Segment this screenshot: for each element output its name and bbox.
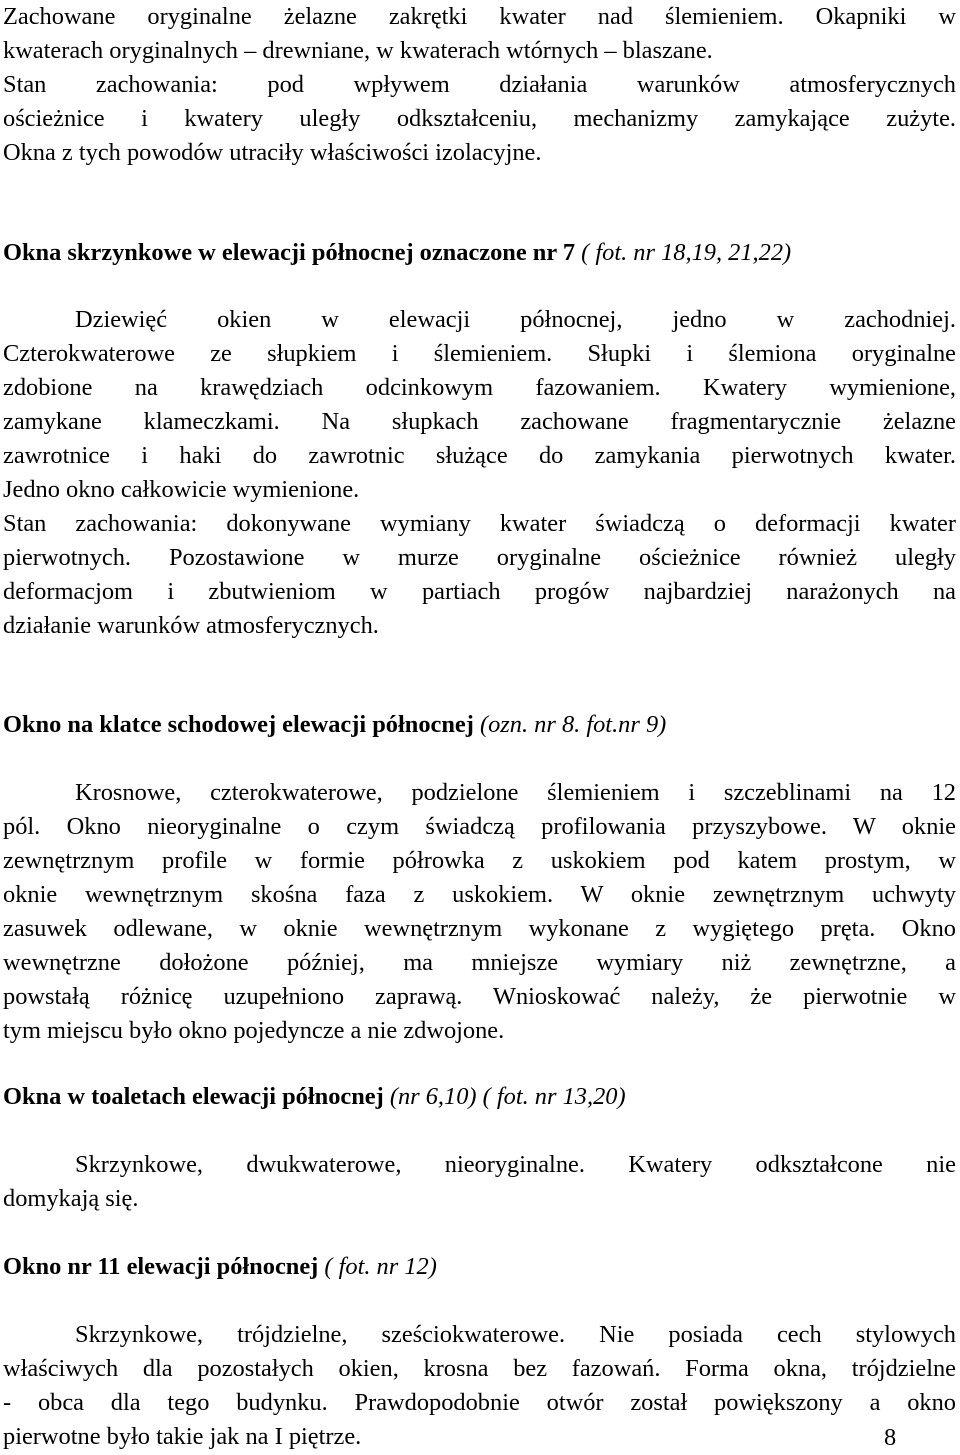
text-line: Stan zachowania: pod wpływem działania warunków atmosferycznych	[3, 71, 956, 98]
text-line: wewnętrzne dołożone później, ma mniejsze wymiary niż zewnętrzne, a	[3, 949, 956, 976]
text-line: zamykane klameczkami. Na słupkach zachowane fragmentarycznie żelazne	[3, 408, 956, 435]
page-number: 8	[884, 1424, 897, 1451]
text-line: oknie wewnętrznym skośna faza z uskokiem. W oknie zewnętrznym uchwyty	[3, 881, 956, 908]
text-line: Zachowane oryginalne żelazne zakrętki kwater nad ślemieniem. Okapniki w	[3, 3, 956, 30]
text-line: właściwych dla pozostałych okien, krosna bez fazowań. Forma okna, trójdzielne	[3, 1355, 956, 1382]
text-line: zewnętrznym profile w formie półrowka z uskokiem pod katem prostym, w	[3, 847, 956, 874]
heading-photo-ref: (ozn. nr 8. fot.nr 9)	[473, 711, 667, 738]
text-line: zasuwek odlewane, w oknie wewnętrznym wykonane z wygiętego pręta. Okno	[3, 915, 956, 942]
paragraph-toilet-windows	[3, 1148, 956, 1216]
text-line: deformacjom i zbutwieniom w partiach progów najbardziej narażonych na	[3, 578, 956, 605]
text-line: - obca dla tego budynku. Prawdopodobnie otwór został powiększony a okno	[3, 1389, 956, 1416]
text-line: powstałą różnicę uzupełniono zaprawą. Wnioskować należy, że pierwotnie w	[3, 983, 956, 1010]
text-line: tym miejscu było okno pojedyncze a nie zdwojone.	[3, 1017, 505, 1044]
text-line: Dziewięć okien w elewacji północnej, jedno w zachodniej.	[75, 306, 956, 333]
text-line: pierwotne było takie jak na I piętrze.	[3, 1423, 362, 1450]
heading-bold: Okno na klatce schodowej elewacji północnej	[3, 711, 474, 738]
text-line: kwaterach oryginalnych – drewniane, w kwaterach wtórnych – blaszane.	[3, 37, 713, 64]
text-line: ościeżnice i kwatery uległy odkształceniu, mechanizmy zamykające zużyte.	[3, 105, 956, 132]
text-line: Skrzynkowe, trójdzielne, sześciokwaterowe. Nie posiada cech stylowych	[75, 1321, 956, 1348]
heading-photo-ref: ( fot. nr 18,19, 21,22)	[575, 239, 792, 266]
text-line: Czterokwaterowe ze słupkiem i ślemieniem. Słupki i ślemiona oryginalne	[3, 340, 956, 367]
paragraph-window-11	[3, 1318, 956, 1454]
section-heading-staircase-window	[3, 708, 956, 742]
heading-bold: Okna skrzynkowe w elewacji północnej oznaczone nr 7	[3, 239, 576, 266]
text-line: Skrzynkowe, dwukwaterowe, nieoryginalne. Kwatery odkształcone nie	[75, 1151, 956, 1178]
text-line: pierwotnych. Pozostawione w murze oryginalne ościeżnice również uległy	[3, 544, 956, 571]
paragraph-box-windows	[3, 303, 956, 643]
text-line: Krosnowe, czterokwaterowe, podzielone ślemieniem i szczeblinami na 12	[75, 779, 956, 806]
heading-bold: Okno nr 11 elewacji północnej	[3, 1253, 319, 1280]
section-heading-window-11	[3, 1250, 956, 1284]
section-heading-toilet-windows	[3, 1080, 956, 1114]
text-line: Okna z tych powodów utraciły właściwości izolacyjne.	[3, 139, 542, 166]
text-line: Jedno okno całkowicie wymienione.	[3, 476, 360, 503]
text-line: Stan zachowania: dokonywane wymiany kwater świadczą o deformacji kwater	[3, 510, 956, 537]
heading-bold: Okna w toaletach elewacji północnej	[3, 1083, 384, 1110]
text-line: zawrotnice i haki do zawrotnic służące do zamykania pierwotnych kwater.	[3, 442, 956, 469]
heading-photo-ref: (nr 6,10) ( fot. nr 13,20)	[383, 1083, 626, 1110]
paragraph-staircase-window	[3, 776, 956, 1048]
text-line: zdobione na krawędziach odcinkowym fazowaniem. Kwatery wymienione,	[3, 374, 956, 401]
section-heading-box-windows	[3, 236, 956, 270]
heading-photo-ref: ( fot. nr 12)	[318, 1253, 437, 1280]
text-line: działanie warunków atmosferycznych.	[3, 612, 379, 639]
text-line: domykają się.	[3, 1185, 139, 1212]
paragraph-window-fittings	[3, 0, 956, 170]
text-line: pól. Okno nieoryginalne o czym świadczą profilowania przyszybowe. W oknie	[3, 813, 956, 840]
